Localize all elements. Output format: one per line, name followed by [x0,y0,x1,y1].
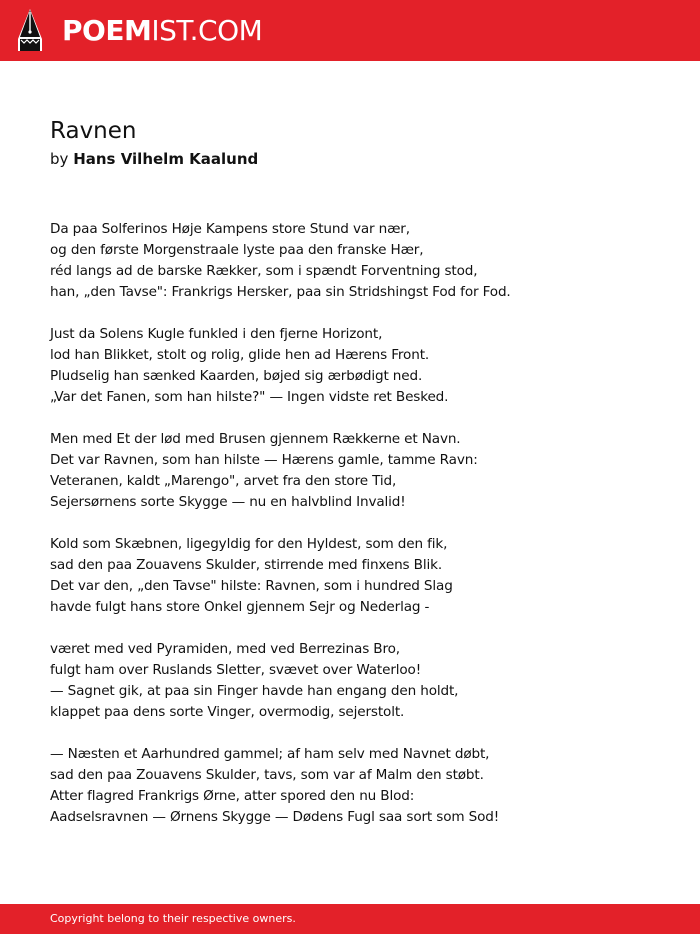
site-header [0,0,700,61]
stanza-5 [50,639,670,723]
poem-line: Aadselsravnen — Ørnens Skygge — Dødens Fugl saa sort som Sod! [50,809,500,825]
poem-line: og den første Morgenstraale lyste paa den franske Hær, [50,242,424,258]
poem-line: lod han Blikket, stolt og rolig, glide hen ad Hærens Front. [50,347,430,363]
poem-line: sad den paa Zouavens Skulder, tavs, som var af Malm den støbt. [50,767,484,783]
poem-line: klappet paa dens sorte Vinger, overmodig, sejerstolt. [50,704,405,720]
poem-line: han, „den Tavse": Frankrigs Hersker, paa sin Stridshingst Fod for Fod. [50,284,511,300]
poem-line: — Sagnet gik, at paa sin Finger havde han engang den holdt, [50,683,459,699]
poem-line: havde fulgt hans store Onkel gjennem Sejr og Nederlag - [50,599,430,615]
poem-body [50,219,670,849]
poem-line: Kold som Skæbnen, ligegyldig for den Hyldest, som den fik, [50,536,448,552]
stanza-1 [50,219,670,303]
poem-line: sad den paa Zouavens Skulder, stirrende med finxens Blik. [50,557,442,573]
copyright-notice: Copyright belong to their respective owners. [50,912,296,925]
poem-line: Det var den, „den Tavse" hilste: Ravnen, som i hundred Slag [50,578,453,594]
poem-line: Pludselig han sænked Kaarden, bøjed sig ærbødigt ned. [50,368,423,384]
stanza-3 [50,429,670,513]
site-footer [0,904,700,934]
poem-line: Sejersørnens sorte Skygge — nu en halvblind Invalid! [50,494,406,510]
poem-line: réd langs ad de barske Rækker, som i spændt Forventning stod, [50,263,478,279]
poem-line: Men med Et der lød med Brusen gjennem Rækkerne et Navn. [50,431,461,447]
poem-line: — Næsten et Aarhundred gammel; af ham selv med Navnet døbt, [50,746,490,762]
poem-line: Da paa Solferinos Høje Kampens store Stund var nær, [50,221,410,237]
logo-bold-text: POEM [62,14,152,47]
logo-light-text: IST.COM [151,14,263,47]
byline-prefix: by [50,150,69,168]
byline [50,149,258,169]
site-logo[interactable] [62,13,262,49]
poem-title: Ravnen [50,118,137,144]
stanza-2 [50,324,670,408]
stanza-6 [50,744,670,828]
poem-line: været med ved Pyramiden, med ved Berrezinas Bro, [50,641,400,657]
author-name: Hans Vilhelm Kaalund [73,150,259,168]
poem-line: fulgt ham over Ruslands Sletter, svævet over Waterloo! [50,662,422,678]
poem-line: Veteranen, kaldt „Marengo", arvet fra den store Tid, [50,473,397,489]
stanza-4 [50,534,670,618]
poem-line: Det var Ravnen, som han hilste — Hærens gamle, tamme Ravn: [50,452,478,468]
poem-line: Atter flagred Frankrigs Ørne, atter spored den nu Blod: [50,788,415,804]
poem-line: Just da Solens Kugle funkled i den fjerne Horizont, [50,326,383,342]
pen-nib-icon[interactable] [18,9,42,51]
poem-line: „Var det Fanen, som han hilste?" — Ingen vidste ret Besked. [50,389,449,405]
